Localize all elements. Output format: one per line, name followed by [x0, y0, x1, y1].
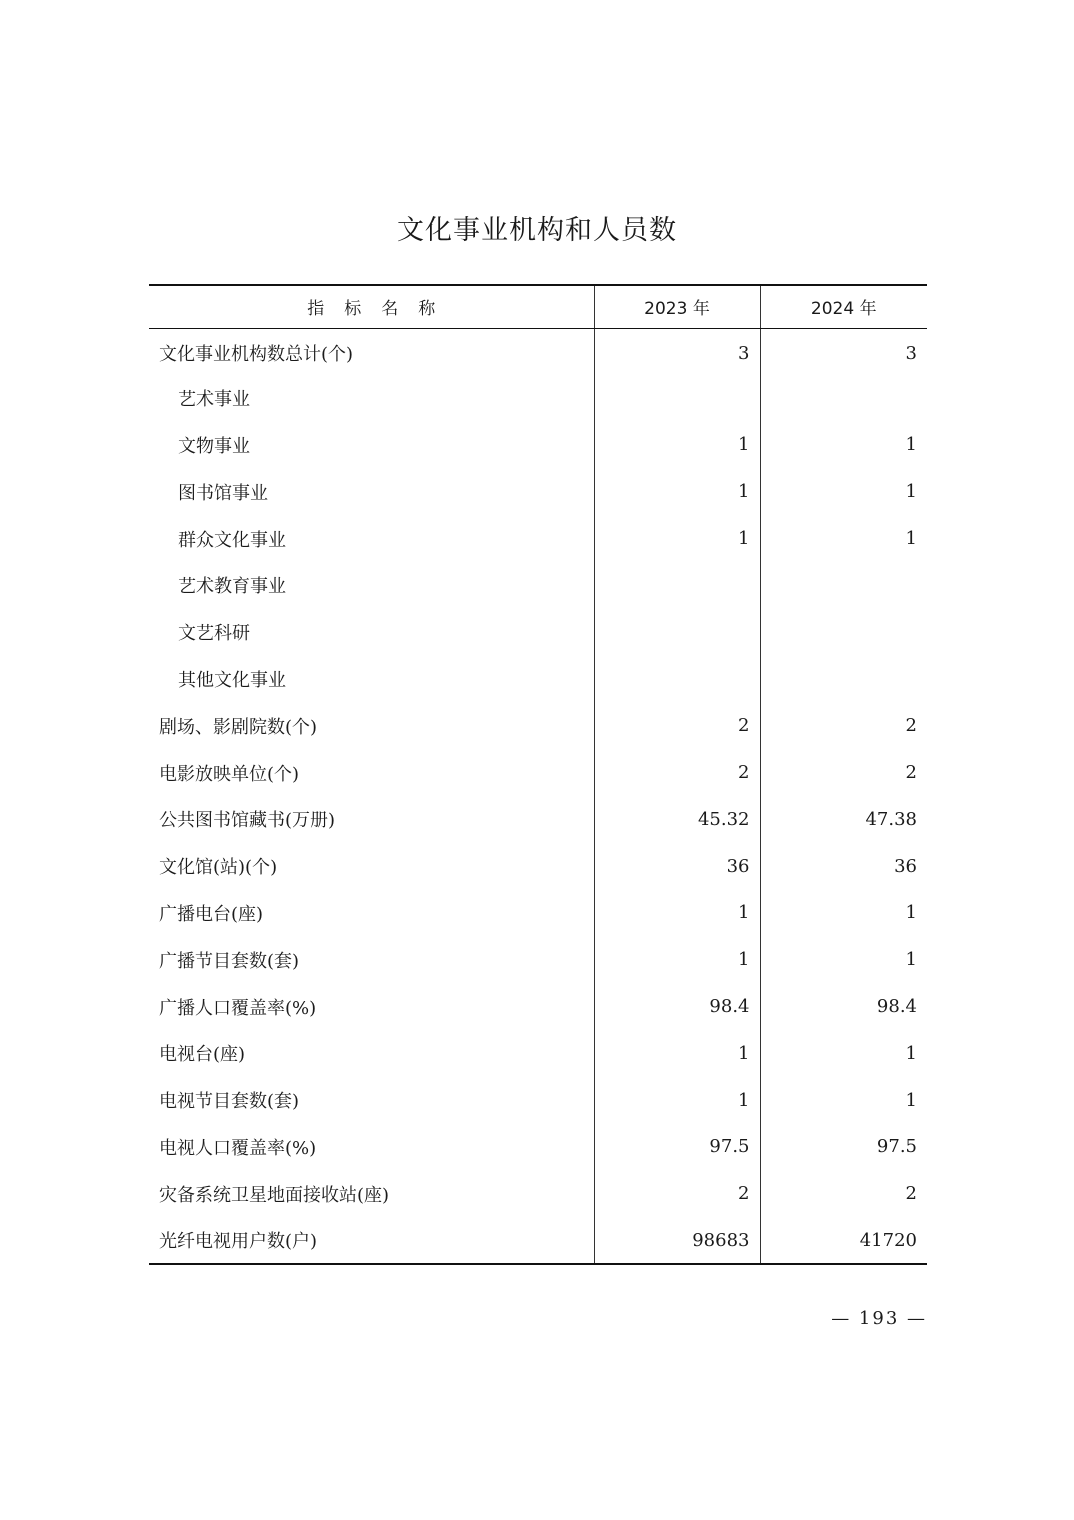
value-2024: 1 — [760, 890, 927, 937]
value-2024: 1 — [760, 1077, 927, 1124]
indicator-name: 艺术事业 — [178, 389, 250, 411]
value-2024: 2 — [760, 749, 927, 796]
value-2023: 98683 — [594, 1217, 760, 1264]
header-indicator-name: 指标名称 — [149, 285, 594, 328]
value-2024: 3 — [760, 328, 927, 375]
value-2023: 97.5 — [594, 1124, 760, 1171]
table-header-row — [149, 285, 927, 328]
value-2023: 1 — [594, 890, 760, 937]
table-row — [149, 1170, 927, 1217]
indicator-name: 群众文化事业 — [178, 529, 286, 551]
indicator-name: 广播节目套数(套) — [159, 950, 300, 972]
value-2024: 41720 — [760, 1217, 927, 1264]
value-2023 — [594, 656, 760, 703]
header-2023: 2023 年 — [594, 285, 760, 328]
value-2023: 36 — [594, 843, 760, 890]
value-2024: 36 — [760, 843, 927, 890]
table-row — [149, 422, 927, 469]
table-row — [149, 749, 927, 796]
value-2023: 1 — [594, 515, 760, 562]
value-2023: 98.4 — [594, 983, 760, 1030]
indicator-name: 电视节目套数(套) — [159, 1091, 300, 1113]
value-2024: 2 — [760, 702, 927, 749]
indicator-name: 广播电台(座) — [159, 903, 264, 925]
indicator-name: 光纤电视用户数(户) — [149, 1217, 594, 1264]
indicator-name: 电视人口覆盖率(%) — [159, 1137, 317, 1159]
value-2023: 1 — [594, 1030, 760, 1077]
value-2024: 1 — [760, 936, 927, 983]
indicator-name: 灾备系统卫星地面接收站(座) — [159, 1184, 390, 1206]
value-2023: 3 — [594, 328, 760, 375]
table-row — [149, 1077, 927, 1124]
table-row — [149, 1030, 927, 1077]
value-2023: 1 — [594, 1077, 760, 1124]
value-2024: 1 — [760, 468, 927, 515]
value-2023: 2 — [594, 702, 760, 749]
table-row — [149, 375, 927, 422]
header-2024: 2024 年 — [760, 285, 927, 328]
value-2023 — [594, 375, 760, 422]
table-row — [149, 796, 927, 843]
value-2024: 97.5 — [760, 1124, 927, 1171]
value-2024: 1 — [760, 1030, 927, 1077]
table-row — [149, 702, 927, 749]
indicator-name: 图书馆事业 — [178, 482, 268, 504]
table-row — [149, 890, 927, 937]
value-2023: 2 — [594, 749, 760, 796]
table-row — [149, 468, 927, 515]
table-row — [149, 515, 927, 562]
indicator-name: 文物事业 — [178, 435, 250, 457]
value-2023 — [594, 562, 760, 609]
table-row — [149, 1124, 927, 1171]
value-2024 — [760, 375, 927, 422]
indicator-name: 剧场、影剧院数(个) — [159, 716, 318, 738]
value-2024 — [760, 656, 927, 703]
value-2024: 47.38 — [760, 796, 927, 843]
page-number: — 193 — — [831, 1308, 927, 1329]
value-2024 — [760, 609, 927, 656]
value-2023: 1 — [594, 422, 760, 469]
indicator-name: 公共图书馆藏书(万册) — [159, 810, 336, 832]
value-2024: 1 — [760, 422, 927, 469]
indicator-name: 文艺科研 — [178, 623, 250, 645]
indicator-name: 广播人口覆盖率(%) — [159, 997, 317, 1019]
table-row — [149, 609, 927, 656]
value-2024 — [760, 562, 927, 609]
value-2023 — [594, 609, 760, 656]
value-2023: 45.32 — [594, 796, 760, 843]
table-row — [149, 983, 927, 1030]
indicator-name: 艺术教育事业 — [178, 576, 286, 598]
table-row — [149, 562, 927, 609]
table-row — [149, 843, 927, 890]
value-2023: 2 — [594, 1170, 760, 1217]
indicator-name: 电影放映单位(个) — [159, 763, 300, 785]
indicator-name: 文化馆(站)(个) — [159, 857, 278, 879]
table-body — [149, 328, 927, 1264]
indicator-name: 文化事业机构数总计(个) — [159, 344, 354, 366]
table-row — [149, 1217, 927, 1264]
value-2024: 98.4 — [760, 983, 927, 1030]
culture-stats-table — [149, 284, 927, 1265]
page-title: 文化事业机构和人员数 — [397, 215, 677, 246]
indicator-name: 其他文化事业 — [178, 669, 286, 691]
table-row — [149, 936, 927, 983]
value-2024: 2 — [760, 1170, 927, 1217]
value-2023: 1 — [594, 936, 760, 983]
value-2024: 1 — [760, 515, 927, 562]
table-row — [149, 328, 927, 375]
table-row — [149, 656, 927, 703]
value-2023: 1 — [594, 468, 760, 515]
indicator-name: 电视台(座) — [159, 1044, 246, 1066]
